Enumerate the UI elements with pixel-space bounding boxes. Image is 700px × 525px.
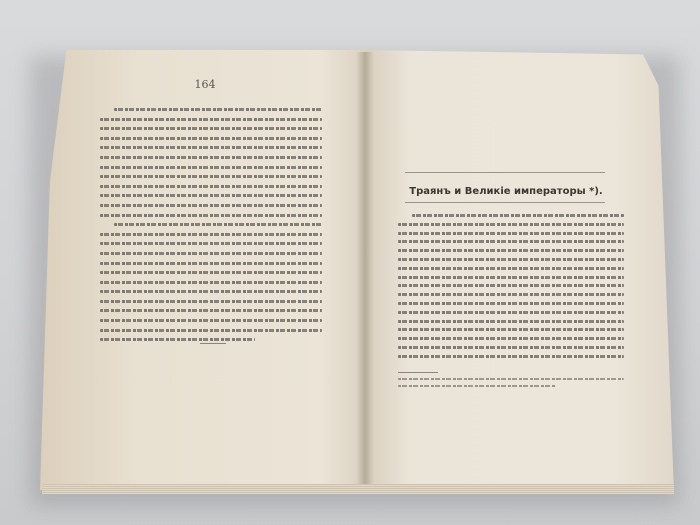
text-line — [398, 328, 624, 331]
text-line — [100, 338, 255, 341]
text-line — [100, 271, 322, 274]
text-line — [398, 346, 624, 349]
text-line — [398, 240, 624, 243]
text-line — [100, 233, 322, 236]
text-line — [100, 204, 322, 207]
text-line — [398, 267, 624, 270]
text-line — [114, 223, 322, 226]
text-line — [100, 156, 322, 159]
page-edges — [42, 484, 674, 494]
text-line — [398, 276, 624, 279]
text-line — [100, 281, 322, 284]
chapter-title: Траянъ и Великіе императоры *). — [409, 186, 603, 197]
text-line — [114, 108, 322, 111]
text-line — [100, 185, 322, 188]
text-line — [100, 309, 322, 312]
text-line — [100, 319, 322, 322]
text-line — [398, 320, 624, 323]
text-line — [398, 385, 556, 387]
text-line — [100, 300, 322, 303]
text-line — [100, 137, 322, 140]
footnote-rule — [398, 372, 438, 373]
text-line — [398, 284, 624, 287]
text-line — [398, 302, 624, 305]
book-gutter — [356, 52, 374, 492]
section-end-rule — [200, 343, 226, 344]
text-line — [100, 262, 322, 265]
text-line — [100, 214, 322, 217]
text-line — [100, 146, 322, 149]
text-line — [398, 249, 624, 252]
text-line — [100, 329, 322, 332]
text-line — [100, 252, 322, 255]
left-page-text-block — [100, 108, 322, 368]
text-line — [398, 223, 624, 226]
text-line — [100, 194, 322, 197]
text-line — [398, 232, 624, 235]
text-line — [398, 378, 624, 380]
right-page-text-block — [398, 214, 624, 364]
text-line — [398, 293, 624, 296]
text-line — [100, 242, 322, 245]
page-number: 164 — [194, 78, 216, 91]
text-line — [398, 337, 624, 340]
title-rule-bottom — [405, 202, 605, 203]
footnote-text — [398, 378, 624, 392]
text-line — [398, 355, 624, 358]
text-line — [100, 118, 322, 121]
text-line — [100, 127, 322, 130]
text-line — [100, 175, 322, 178]
text-line — [398, 311, 624, 314]
text-line — [100, 166, 322, 169]
text-line — [412, 214, 624, 217]
text-line — [398, 258, 624, 261]
text-line — [100, 290, 322, 293]
title-rule-top — [405, 172, 605, 173]
